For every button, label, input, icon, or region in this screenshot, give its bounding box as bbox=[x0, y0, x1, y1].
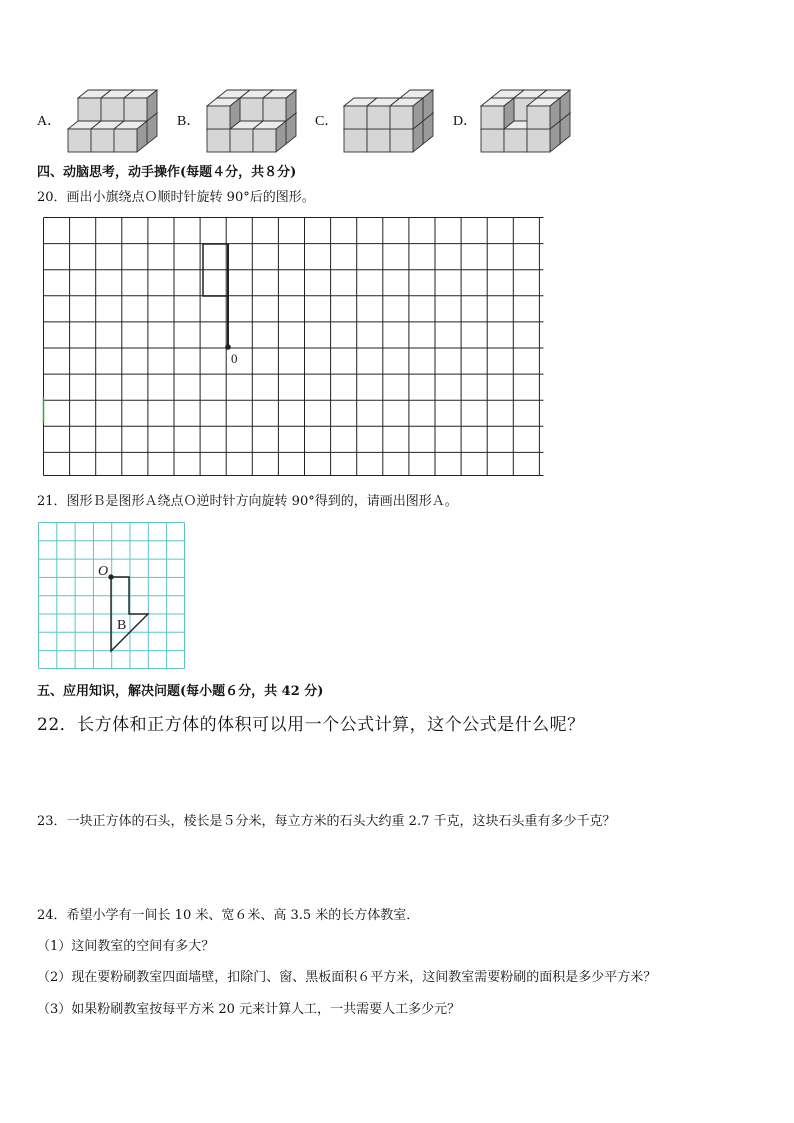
cube-front-face bbox=[481, 129, 504, 152]
q24-text: 24．希望小学有一间长 10 米、宽６米、高 3.5 米的长方体教室． bbox=[37, 908, 420, 923]
cube-front-face bbox=[344, 129, 367, 152]
q22-text: 22．长方体和正方体的体积可以用一个公式计算，这个公式是什么呢？ bbox=[37, 715, 585, 735]
cube-front-face bbox=[101, 98, 124, 121]
q20-text: 20．画出小旗绕点Ｏ顺时针旋转 90°后的图形。 bbox=[37, 190, 315, 205]
cube-front-face bbox=[78, 98, 101, 121]
cube-front-face bbox=[240, 98, 263, 121]
q21-grid bbox=[38, 522, 186, 670]
point-o bbox=[108, 574, 113, 579]
point-o-label: O bbox=[98, 564, 109, 579]
point-o-label: 0 bbox=[231, 351, 238, 366]
point-o bbox=[225, 344, 231, 350]
q23-text: 23．一块正方体的石头，棱长是５分米，每立方米的石头大约重 2.7 千克，这块石头重有多少千克？ bbox=[37, 814, 616, 829]
cube-front-face bbox=[91, 129, 114, 152]
cube-front-face bbox=[367, 129, 390, 152]
cube-front-face bbox=[207, 106, 230, 129]
option-b-label: B． bbox=[177, 114, 201, 129]
cube-front-face bbox=[68, 129, 91, 152]
option-b-cubes bbox=[205, 84, 295, 156]
option-d-cubes bbox=[479, 84, 569, 156]
cube-front-face bbox=[230, 129, 253, 152]
section5-heading: 五、应用知识，解决问题(每小题６分，共 42 分) bbox=[37, 684, 324, 699]
cube-front-face bbox=[390, 106, 413, 129]
figure-b-label: B bbox=[117, 618, 127, 633]
cube-front-face bbox=[344, 106, 367, 129]
cube-front-face bbox=[481, 106, 504, 129]
option-c-cubes bbox=[342, 84, 432, 156]
option-d-label: D． bbox=[453, 114, 478, 129]
q24-part-1: （1）这间教室的空间有多大？ bbox=[37, 939, 215, 954]
option-c-label: C． bbox=[315, 114, 339, 129]
cube-front-face bbox=[263, 98, 286, 121]
cube-front-face bbox=[124, 98, 147, 121]
option-a-cubes bbox=[66, 84, 156, 156]
q20-grid-lines bbox=[44, 218, 544, 476]
cube-front-face bbox=[367, 106, 390, 129]
cube-front-face bbox=[207, 129, 230, 152]
cube-front-face bbox=[527, 106, 550, 129]
cube-front-face bbox=[527, 129, 550, 152]
cube-front-face bbox=[114, 129, 137, 152]
option-a-label: A． bbox=[37, 114, 62, 129]
cube-front-face bbox=[390, 129, 413, 152]
cube-front-face bbox=[504, 129, 527, 152]
q20-grid bbox=[43, 217, 545, 477]
q21-text: 21．图形Ｂ是图形Ａ绕点Ｏ逆时针方向旋转 90°得到的，请画出图形Ａ。 bbox=[37, 494, 458, 509]
q24-part-3: （3）如果粉刷教室按每平方米 20 元来计算人工，一共需要人工多少元？ bbox=[37, 1002, 461, 1017]
cube-front-face bbox=[253, 129, 276, 152]
q24-part-2: （2）现在要粉刷教室四面墙壁，扣除门、窗、黑板面积６平方米，这间教室需要粉刷的面积是多少平方米？ bbox=[37, 970, 657, 985]
section4-heading: 四、动脑思考，动手操作(每题４分，共８分) bbox=[37, 165, 297, 180]
